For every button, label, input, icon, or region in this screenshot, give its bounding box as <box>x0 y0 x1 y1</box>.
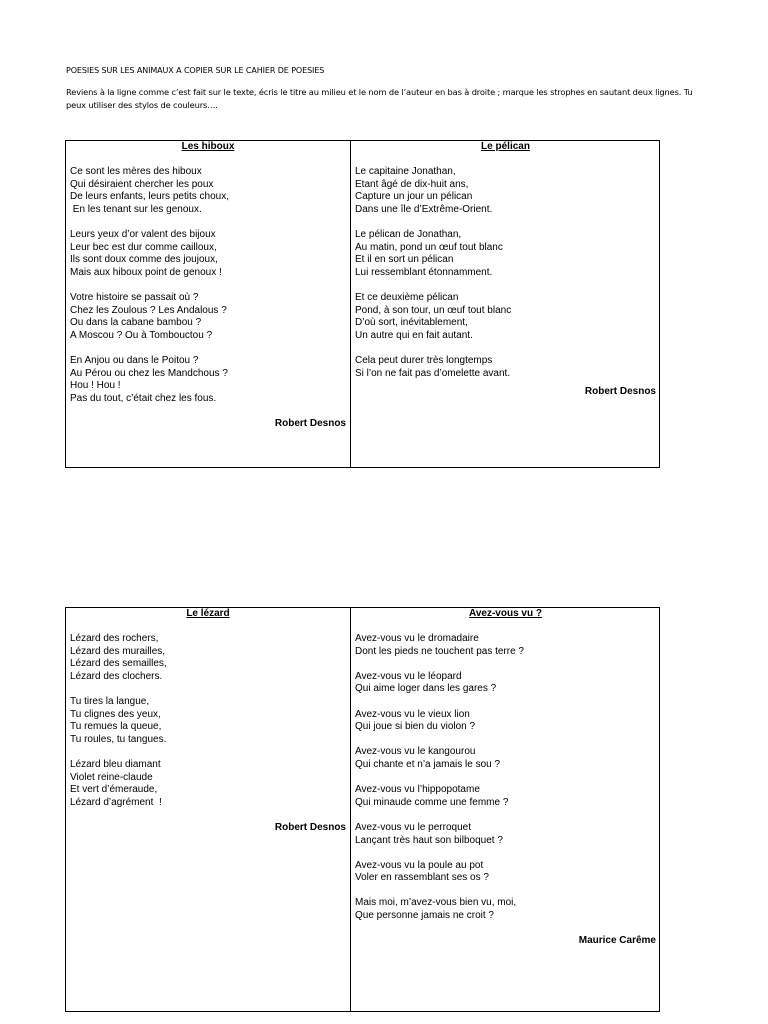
poem-line: Mais moi, m’avez-vous bien vu, moi, <box>355 897 517 909</box>
poem-line: Votre histoire se passait où ? <box>70 291 199 303</box>
poem-line: Qui chante et n’a jamais le sou ? <box>355 758 501 770</box>
poem-line: Un autre qui en fait autant. <box>355 329 473 341</box>
stanza <box>70 229 346 279</box>
poem-line: Tu tires la langue, <box>70 695 150 707</box>
poem-line: Leurs yeux d’or valent des bijoux <box>70 228 216 240</box>
poem-line: Qui joue si bien du violon ? <box>355 721 476 733</box>
poem-line: Au matin, pond un œuf tout blanc <box>355 241 503 253</box>
poem-author: Robert Desnos <box>584 386 656 398</box>
poem-line: Lézard des murailles, <box>70 645 166 657</box>
poem-author: Robert Desnos <box>274 417 346 429</box>
poem-line: Et il en sort un pélican <box>355 254 454 266</box>
poem-line: Lézard des rochers, <box>70 633 159 644</box>
poem-line: A Moscou ? Ou à Tombouctou ? <box>70 329 213 341</box>
stanza <box>355 229 656 279</box>
stanza <box>355 784 656 809</box>
poem-body <box>355 166 656 399</box>
poem-table-2 <box>65 607 660 1012</box>
poem-body <box>355 633 656 948</box>
poem-title <box>351 141 660 153</box>
poem-line: Qui aime loger dans les gares ? <box>355 683 497 695</box>
poem-line: Avez-vous vu le léopard <box>355 670 462 682</box>
poem-line: De leurs enfants, leurs petits choux, <box>70 191 229 203</box>
poem-line: Et ce deuxième pélican <box>355 291 459 303</box>
poem-line: Cela peut durer très longtemps <box>355 354 493 366</box>
poem-title-text: Avez-vous vu ? <box>469 608 542 619</box>
poem-line: Pond, à son tour, un œuf tout blanc <box>355 304 512 316</box>
poem-line: Tu remues la queue, <box>70 721 162 733</box>
poem-cell-le-lezard <box>66 608 350 1011</box>
poem-line: Chez les Zoulous ? Les Andalous ? <box>70 304 227 316</box>
poem-line: Mais aux hiboux point de genoux ! <box>70 266 222 278</box>
poem-line: Lançant très haut son bilboquet ? <box>355 834 503 846</box>
poem-line: Lézard bleu diamant <box>70 758 161 770</box>
poem-line: Leur bec est dur comme cailloux, <box>70 241 217 253</box>
poem-table-1 <box>65 140 660 468</box>
stanza <box>70 355 346 405</box>
poem-body <box>70 633 346 835</box>
poem-line: Qui désiraient chercher les poux <box>70 178 214 190</box>
stanza <box>355 166 656 216</box>
poem-cell-les-hiboux <box>66 141 350 467</box>
poem-line: Lézard d’agrément ! <box>70 796 162 808</box>
poem-line: Au Pérou ou chez les Mandchous ? <box>70 367 228 379</box>
poem-line: Ou dans la cabane bambou ? <box>70 317 202 329</box>
poem-title-text: Le lézard <box>186 608 230 619</box>
instructions-text: Reviens à la ligne comme c’est fait sur le texte, écris le titre au milieu et le nom de l’auteur en bas à droite ; marque les strophes en sautant deux lignes. Tu peux utiliser des stylos de couleurs…. <box>66 87 693 110</box>
stanza <box>355 633 656 658</box>
poem-author: Robert Desnos <box>274 821 346 833</box>
stanza <box>70 696 346 746</box>
poem-line: Avez-vous vu le perroquet <box>355 821 471 833</box>
stanza <box>355 355 656 380</box>
poem-cell-avez-vous-vu <box>351 608 660 1011</box>
poem-title-text: Les hiboux <box>181 141 235 152</box>
poem-line: Hou ! Hou ! <box>70 380 121 392</box>
poem-line: Ils sont doux comme des joujoux, <box>70 254 218 266</box>
poem-line: Avez-vous vu l’hippopotame <box>355 784 480 796</box>
poem-line: Et vert d’émeraude, <box>70 784 158 796</box>
stanza <box>355 746 656 771</box>
stanza <box>355 860 656 885</box>
poem-line: Avez-vous vu le vieux lion <box>355 708 470 720</box>
poem-line: Le capitaine Jonathan, <box>355 166 456 177</box>
poem-line: En Anjou ou dans le Poitou ? <box>70 354 199 366</box>
poem-line: En les tenant sur les genoux. <box>70 203 202 215</box>
poem-line: Pas du tout, c’était chez les fous. <box>70 392 217 404</box>
poem-line: Avez-vous vu la poule au pot <box>355 859 484 871</box>
stanza <box>355 822 656 847</box>
poem-title-text: Le pélican <box>481 141 530 152</box>
stanza <box>70 759 346 809</box>
poem-title <box>66 141 350 153</box>
poem-line: Tu clignes des yeux, <box>70 708 161 720</box>
stanza <box>355 897 656 922</box>
stanza <box>70 166 346 216</box>
poem-title <box>351 608 660 620</box>
poem-body <box>70 166 346 430</box>
poem-line: Lui ressemblant étonnamment. <box>355 266 493 278</box>
poem-line: Dans une île d’Extrême-Orient. <box>355 203 493 215</box>
poem-line: Avez-vous vu le dromadaire <box>355 633 479 644</box>
poem-line: Tu roules, tu tangues. <box>70 733 167 745</box>
poem-line: Lézard des semailles, <box>70 658 167 670</box>
poem-line: Ce sont les mères des hiboux <box>70 166 202 177</box>
poem-line: Qui minaude comme une femme ? <box>355 796 509 808</box>
stanza <box>70 292 346 342</box>
stanza <box>70 633 346 683</box>
poem-line: Capture un jour un pélican <box>355 191 473 203</box>
poem-line: Que personne jamais ne croit ? <box>355 910 494 922</box>
poem-line: Voler en rassemblant ses os ? <box>355 872 489 884</box>
stanza <box>355 709 656 734</box>
poem-author: Maurice Carême <box>578 935 656 947</box>
poem-line: Violet reine-claude <box>70 771 153 783</box>
poem-line: Le pélican de Jonathan, <box>355 228 462 240</box>
poem-line: Etant âgé de dix-huit ans, <box>355 178 469 190</box>
poem-cell-le-pelican <box>351 141 660 467</box>
stanza <box>355 671 656 696</box>
poem-line: Si l’on ne fait pas d’omelette avant. <box>355 367 511 379</box>
stanza <box>355 292 656 342</box>
poem-line: Dont les pieds ne touchent pas terre ? <box>355 645 524 657</box>
page-heading: POESIES SUR LES ANIMAUX A COPIER SUR LE CAHIER DE POESIES <box>66 66 325 75</box>
poem-line: D’où sort, inévitablement, <box>355 317 468 329</box>
poem-line: Avez-vous vu le kangourou <box>355 746 476 758</box>
poem-line: Lézard des clochers. <box>70 670 163 682</box>
poem-title <box>66 608 350 620</box>
